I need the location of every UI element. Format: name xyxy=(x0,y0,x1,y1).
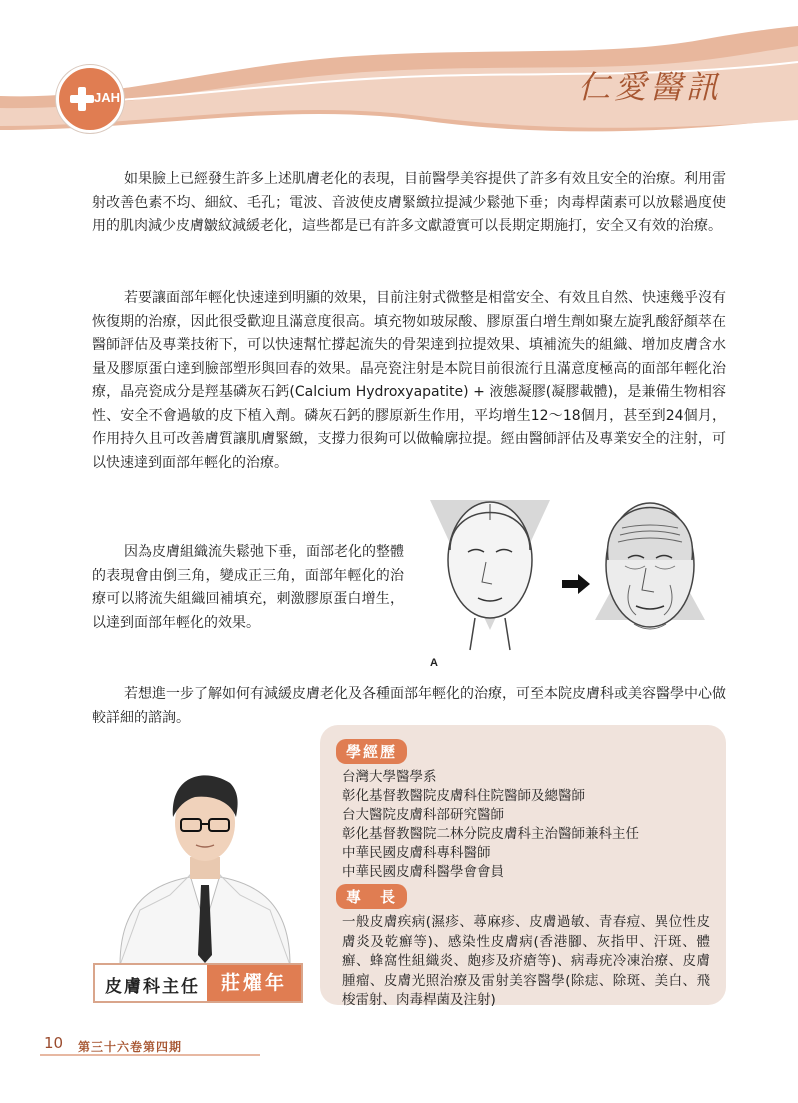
list-item: 彰化基督教醫院二林分院皮膚科主治醫師兼科主任 xyxy=(342,826,639,842)
arrow-right-icon xyxy=(562,574,590,594)
paragraph-2: 若要讓面部年輕化快速達到明顯的效果，目前注射式微整是相當安全、有效且自然、快速幾乎沒有恢復期的治療，因此很受歡迎且滿意度很高。填充物如玻尿酸、膠原蛋白增生劑如聚左旋乳酸舒顏萃在醫師評估及專業技術下，可以快速幫忙撐起流失的骨架達到拉提效果、填補流失的組織、增加皮膚含水量及膠原蛋白達到臉部塑形與回春的效果。晶亮瓷注射是本院目前很流行且滿意度極高的面部年輕化治療，晶亮瓷成分是羥基磷灰石鈣(Calcium Hydroxyapatite) + 液態凝膠(凝膠載體)，是兼備生物相容性、安全不會過敏的皮下植入劑。磷灰石鈣的膠原新生作用，平均增生12～18個月，甚至到24個月，作用持久且可改善膚質讓肌膚緊緻，支撐力很夠可以做輪廓拉提。經由醫師評估及專業安全的注射，可以快速達到面部年輕化的治療。 xyxy=(92,290,726,471)
education-list xyxy=(342,768,639,882)
hospital-logo xyxy=(56,65,124,133)
cross-icon xyxy=(70,87,94,111)
paragraph-1: 如果臉上已經發生許多上述肌膚老化的表現，目前醫學美容提供了許多有效且安全的治療。利用雷射改善色素不均、細紋、毛孔；電波、音波使皮膚緊緻拉提減少鬆弛下垂；肉毒桿菌素可以放鬆過度使用的肌肉減少皮膚皺紋減緩老化，這些都是已有許多文獻證實可以長期定期施打，安全又有效的治療。 xyxy=(92,171,726,234)
list-item: 中華民國皮膚科專科醫師 xyxy=(342,845,491,861)
education-tag: 學經歷 xyxy=(336,739,407,764)
list-item: 彰化基督教醫院皮膚科住院醫師及總醫師 xyxy=(342,788,585,804)
paragraph-3: 因為皮膚組織流失鬆弛下垂，面部老化的整體的表現會由倒三角，變成正三角，面部年輕化的治療可以將流失組織回補填充，刺激膠原蛋白增生，以達到面部年輕化的效果。 xyxy=(92,544,404,631)
paragraph-4: 若想進一步了解如何有減緩皮膚老化及各種面部年輕化的治療，可至本院皮膚科或美容醫學中心做較詳細的諮詢。 xyxy=(92,686,726,726)
face-aging-illustration xyxy=(420,490,720,670)
logo-text: JAH xyxy=(94,90,121,105)
specialty-tag: 專 長 xyxy=(336,884,407,909)
list-item: 台大醫院皮膚科部研究醫師 xyxy=(342,807,504,823)
masthead-title: 仁愛醫訊 xyxy=(577,68,722,106)
footer-divider xyxy=(40,1054,260,1056)
list-item: 台灣大學醫學系 xyxy=(342,769,437,785)
doctor-nameplate xyxy=(93,963,303,1003)
specialty-text: 一般皮膚疾病(濕疹、蕁麻疹、皮膚過敏、青春痘、異位性皮膚炎及乾癬等)、感染性皮膚病(香港腳、灰指甲、汗斑、體癬、蜂窩性組織炎、皰疹及疥瘡等)、病毒疣冷凍治療、皮膚腫瘤、皮膚光照治療及雷射美容醫學(除痣、除斑、美白、飛梭雷射、肉毒桿菌及注射) xyxy=(342,914,710,1008)
list-item: 中華民國皮膚科醫學會會員 xyxy=(342,864,504,880)
doctor-title: 皮膚科主任 xyxy=(105,977,200,997)
doctor-name: 莊燿年 xyxy=(207,965,301,1001)
figure-label: A xyxy=(430,657,438,669)
doctor-portrait xyxy=(110,745,300,965)
page-number: 10 xyxy=(44,1034,64,1052)
issue-label: 第三十六卷第四期 xyxy=(78,1040,183,1054)
doctor-bio-box xyxy=(320,725,726,1008)
